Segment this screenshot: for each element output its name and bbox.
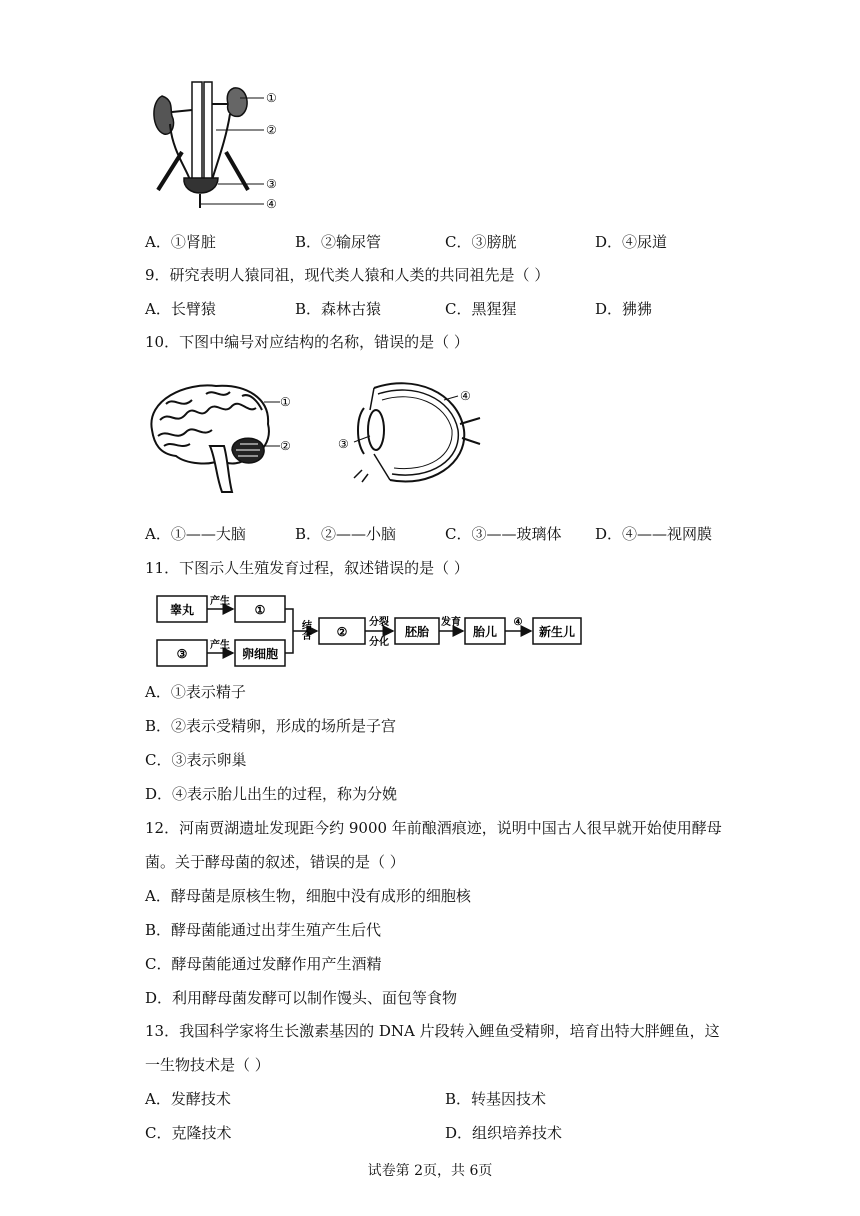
q10-option-c: C．③——玻璃体 bbox=[445, 525, 562, 543]
option-c: C．③膀胱 bbox=[445, 233, 517, 251]
q9-option-c: C．黑猩猩 bbox=[445, 300, 517, 318]
arrow-step-4: ④ bbox=[513, 617, 523, 628]
brain-figure bbox=[146, 380, 296, 495]
box-newborn: 新生儿 bbox=[538, 625, 576, 639]
option-b: B．②输尿管 bbox=[295, 233, 382, 251]
box-fetus: 胎儿 bbox=[472, 625, 498, 639]
arrow-develop: 发育 bbox=[441, 617, 461, 628]
box-1: ① bbox=[254, 603, 266, 617]
q10-option-b: B．②——小脑 bbox=[295, 525, 397, 543]
q11-option-c: C．③表示卵巢 bbox=[145, 751, 247, 769]
q12-option-b: B．酵母菌能通过出芽生殖产生后代 bbox=[145, 921, 382, 939]
q13-stem-line-1: 13．我国科学家将生长激素基因的 DNA 片段转入鲤鱼受精卵，培育出特大胖鲤鱼，这 bbox=[145, 1022, 720, 1040]
q9-option-d: D．狒狒 bbox=[595, 300, 653, 318]
q13-option-d: D．组织培养技术 bbox=[445, 1124, 563, 1142]
q12-option-c: C．酵母菌能通过发酵作用产生酒精 bbox=[145, 955, 382, 973]
arrow-produce-2: 产生 bbox=[210, 640, 230, 651]
box-testis: 睾丸 bbox=[169, 603, 195, 617]
q9-option-a: A．长臂猿 bbox=[145, 300, 216, 318]
arrow-produce-1: 产生 bbox=[210, 596, 230, 607]
box-2: ② bbox=[336, 625, 348, 639]
q11-option-a: A．①表示精子 bbox=[145, 683, 246, 701]
q11-option-d: D．④表示胎儿出生的过程，称为分娩 bbox=[145, 785, 398, 803]
page-footer: 试卷第 2页，共 6页 bbox=[367, 1163, 493, 1179]
label-3: ③ bbox=[266, 177, 277, 191]
eye-label-3: ③ bbox=[338, 437, 349, 451]
q10-option-d: D．④——视网膜 bbox=[595, 525, 713, 543]
label-4: ④ bbox=[266, 197, 277, 211]
q12-option-a: A．酵母菌是原核生物，细胞中没有成形的细胞核 bbox=[145, 887, 471, 905]
option-a: A．①肾脏 bbox=[145, 233, 216, 251]
q12-stem-line-2: 菌。关于酵母菌的叙述，错误的是（ ） bbox=[145, 853, 405, 871]
label-2: ② bbox=[266, 123, 277, 137]
q11-stem: 11．下图示人生殖发育过程，叙述错误的是（ ） bbox=[145, 559, 469, 577]
q13-option-c: C．克隆技术 bbox=[145, 1124, 232, 1142]
box-embryo: 胚胎 bbox=[404, 625, 430, 639]
brain-label-2: ② bbox=[280, 439, 291, 453]
q10-stem: 10．下图中编号对应结构的名称，错误的是（ ） bbox=[145, 333, 469, 351]
q10-option-a: A．①——大脑 bbox=[145, 525, 246, 543]
arrow-combine: 结合 bbox=[299, 620, 311, 640]
eye-figure bbox=[334, 378, 484, 488]
eye-label-4: ④ bbox=[460, 389, 471, 403]
q9-option-b: B．森林古猿 bbox=[295, 300, 382, 318]
q12-stem-line-1: 12．河南贾湖遗址发现距今约 9000 年前酿酒痕迹，说明中国古人很早就开始使用酵母 bbox=[145, 819, 722, 837]
option-d: D．④尿道 bbox=[595, 233, 668, 251]
reproduction-flowchart bbox=[155, 590, 595, 670]
urinary-system-figure bbox=[148, 80, 288, 215]
q13-stem-line-2: 一生物技术是（ ） bbox=[145, 1056, 270, 1074]
brain-label-1: ① bbox=[280, 395, 291, 409]
arrow-divide: 分裂 bbox=[369, 617, 389, 628]
q9-stem: 9．研究表明人猿同祖，现代类人猿和人类的共同祖先是（ ） bbox=[145, 266, 550, 284]
label-1: ① bbox=[266, 91, 277, 105]
q11-option-b: B．②表示受精卵，形成的场所是子宫 bbox=[145, 717, 397, 735]
q13-option-a: A．发酵技术 bbox=[145, 1090, 231, 1108]
q12-option-d: D．利用酵母菌发酵可以制作馒头、面包等食物 bbox=[145, 989, 458, 1007]
box-egg: 卵细胞 bbox=[241, 647, 279, 661]
q13-option-b: B．转基因技术 bbox=[445, 1090, 547, 1108]
box-3: ③ bbox=[176, 647, 188, 661]
arrow-differentiate: 分化 bbox=[369, 637, 389, 648]
